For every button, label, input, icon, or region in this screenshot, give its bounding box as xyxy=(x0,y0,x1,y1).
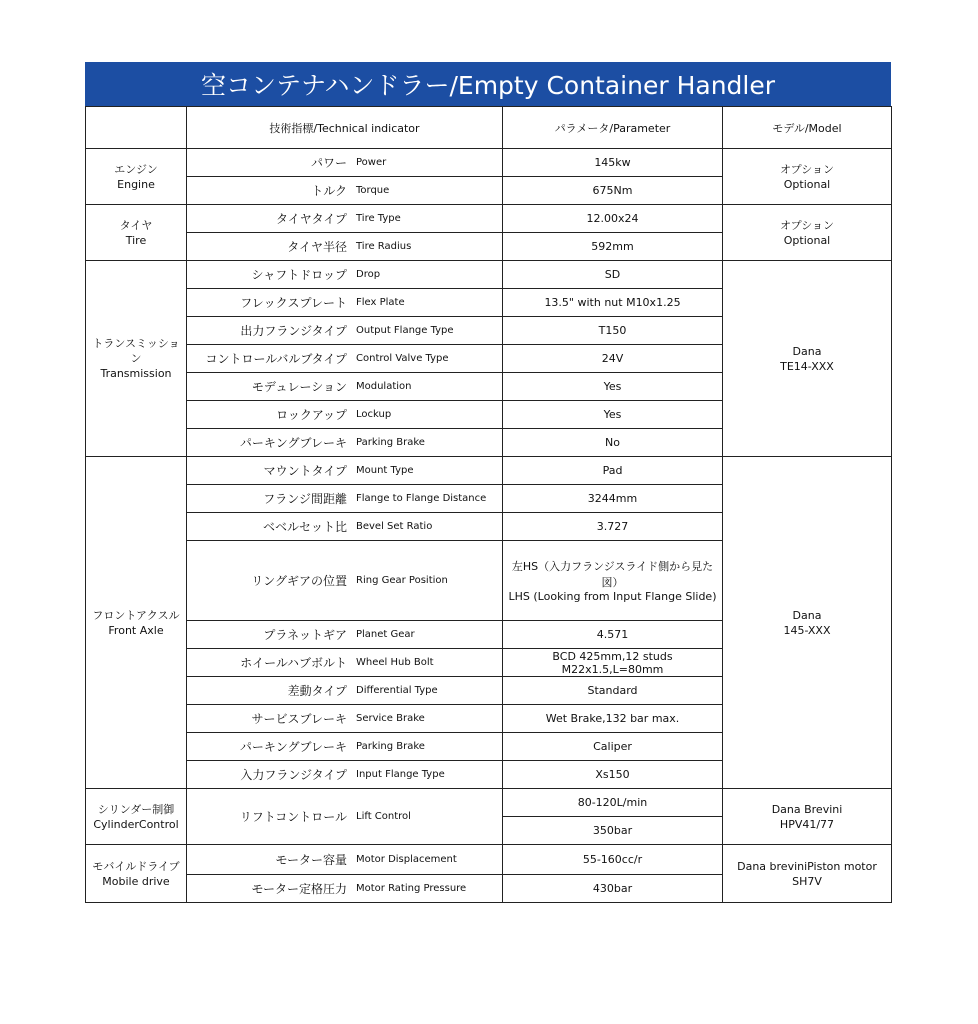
indicator-ja: パワー xyxy=(310,156,347,170)
model-line: TE14-XXX xyxy=(780,359,834,373)
parameter-cell xyxy=(503,541,723,621)
model-line: Dana Brevini xyxy=(771,802,843,816)
parameter-line: 145kw xyxy=(594,156,631,169)
indicator-en: Wheel Hub Bolt xyxy=(356,657,434,668)
model-cell xyxy=(723,789,892,845)
parameter-cell: 80-120L/min xyxy=(503,789,723,817)
parameter-cell xyxy=(503,205,723,233)
parameter-cell xyxy=(503,401,723,429)
indicator-en: Differential Type xyxy=(356,685,438,696)
indicator-ja: ベベルセット比 xyxy=(262,520,347,534)
indicator-wrap xyxy=(193,851,496,868)
indicator-wrap xyxy=(193,880,496,897)
indicator-ja: ホイールハブボルト xyxy=(240,656,347,670)
category-cell xyxy=(86,205,187,261)
indicator-cell xyxy=(187,457,503,485)
parameter-line: Yes xyxy=(603,380,622,393)
parameter-line: 12.00x24 xyxy=(586,212,639,225)
parameter-cell xyxy=(503,875,723,903)
header-model: モデル/Model xyxy=(723,107,892,149)
indicator-wrap xyxy=(193,434,496,451)
parameter-cell xyxy=(503,261,723,289)
model-cell xyxy=(723,205,892,261)
indicator-wrap xyxy=(193,406,496,423)
parameter-cell xyxy=(503,677,723,705)
indicator-ja: タイヤ半径 xyxy=(287,240,347,254)
indicator-cell xyxy=(187,845,503,875)
category-ja: タイヤ xyxy=(119,218,153,232)
table-row xyxy=(86,205,892,233)
model-line: オプション xyxy=(779,218,834,232)
header-indicator: 技術指標/Technical indicator xyxy=(187,107,503,149)
indicator-wrap xyxy=(193,518,496,535)
parameter-cell: 350bar xyxy=(503,817,723,845)
indicator-ja: モーター定格圧力 xyxy=(251,882,347,896)
category-ja: フロントアクスル xyxy=(92,608,180,622)
indicator-wrap xyxy=(193,572,496,589)
model-line: 145-XXX xyxy=(783,623,831,637)
indicator-cell xyxy=(187,373,503,401)
indicator-wrap xyxy=(193,462,496,479)
parameter-line: 24V xyxy=(601,352,624,365)
model-line: Optional xyxy=(783,177,831,191)
indicator-en: Torque xyxy=(356,185,390,196)
parameter-cell xyxy=(503,289,723,317)
indicator-en: Motor Displacement xyxy=(356,854,457,865)
indicator-ja: コントロールバルブタイプ xyxy=(205,352,347,366)
model-cell xyxy=(723,845,892,903)
indicator-cell xyxy=(187,761,503,789)
indicator-en: Power xyxy=(356,157,387,168)
indicator-ja: フレックスプレート xyxy=(240,296,347,310)
indicator-wrap xyxy=(193,154,496,171)
indicator-cell xyxy=(187,261,503,289)
model-cell xyxy=(723,149,892,205)
parameter-cell xyxy=(503,345,723,373)
model-line: Dana breviniPiston motor SH7V xyxy=(737,859,877,888)
indicator-ja: サービスブレーキ xyxy=(251,712,347,726)
indicator-en: Tire Type xyxy=(356,213,401,224)
indicator-cell xyxy=(187,429,503,457)
indicator-wrap xyxy=(193,682,496,699)
indicator-wrap xyxy=(193,710,496,727)
category-en: Tire xyxy=(125,233,147,247)
parameter-line: Caliper xyxy=(593,740,632,753)
indicator-wrap xyxy=(193,766,496,783)
parameter-cell xyxy=(503,845,723,875)
indicator-en: Lockup xyxy=(356,409,392,420)
indicator-cell xyxy=(187,485,503,513)
parameter-line: 左HS（入力フランジスライド側から見た図） xyxy=(511,560,714,589)
indicator-en: Service Brake xyxy=(356,713,425,724)
indicator-cell xyxy=(187,289,503,317)
indicator-wrap xyxy=(193,808,496,825)
indicator-en: Parking Brake xyxy=(356,741,425,752)
indicator-wrap xyxy=(193,378,496,395)
indicator-wrap xyxy=(193,490,496,507)
indicator-cell xyxy=(187,789,503,845)
indicator-wrap xyxy=(193,210,496,227)
indicator-ja: 出力フランジタイプ xyxy=(240,324,347,338)
parameter-cell xyxy=(503,733,723,761)
category-en: CylinderControl xyxy=(93,817,179,831)
indicator-ja: リングギアの位置 xyxy=(251,574,347,588)
indicator-ja: タイヤタイプ xyxy=(275,212,347,226)
document-title: 空コンテナハンドラー/Empty Container Handler xyxy=(85,62,891,106)
parameter-cell xyxy=(503,705,723,733)
indicator-wrap xyxy=(193,626,496,643)
table-row xyxy=(86,149,892,177)
indicator-wrap xyxy=(193,294,496,311)
indicator-ja: パーキングブレーキ xyxy=(239,740,347,754)
spec-table xyxy=(85,106,892,903)
indicator-ja: モーター容量 xyxy=(275,853,347,867)
indicator-cell xyxy=(187,345,503,373)
model-line: Optional xyxy=(783,233,831,247)
parameter-cell xyxy=(503,317,723,345)
indicator-en: Tire Radius xyxy=(356,241,412,252)
indicator-cell xyxy=(187,177,503,205)
parameter-line: No xyxy=(605,436,620,449)
category-cell xyxy=(86,457,187,789)
indicator-en: Modulation xyxy=(356,381,412,392)
parameter-line: Yes xyxy=(603,408,622,421)
model-cell xyxy=(723,457,892,789)
category-ja: トランスミッション xyxy=(92,337,180,365)
parameter-cell xyxy=(503,373,723,401)
category-en: Front Axle xyxy=(108,623,164,637)
model-line: Dana xyxy=(792,344,822,358)
parameter-line: Xs150 xyxy=(595,768,630,781)
parameter-line: 430bar xyxy=(592,882,633,895)
indicator-wrap xyxy=(193,238,496,255)
category-cell xyxy=(86,845,187,903)
parameter-line: 3244mm xyxy=(587,492,638,505)
parameter-cell xyxy=(503,457,723,485)
indicator-en: Input Flange Type xyxy=(356,769,445,780)
indicator-en: Mount Type xyxy=(356,465,414,476)
parameter-cell xyxy=(503,761,723,789)
indicator-cell xyxy=(187,149,503,177)
indicator-en: Lift Control xyxy=(356,811,411,822)
indicator-ja: マウントタイプ xyxy=(263,464,347,478)
table-row xyxy=(86,845,892,875)
parameter-line: BCD 425mm,12 studs M22x1.5,L=80mm xyxy=(552,649,673,676)
indicator-cell xyxy=(187,205,503,233)
indicator-wrap xyxy=(193,322,496,339)
parameter-line: 13.5" with nut M10x1.25 xyxy=(544,296,681,309)
parameter-cell xyxy=(503,429,723,457)
indicator-ja: フランジ間距離 xyxy=(263,492,347,506)
category-cell xyxy=(86,149,187,205)
indicator-ja: トルク xyxy=(311,184,347,198)
indicator-ja: 差動タイプ xyxy=(287,684,347,698)
category-ja: シリンダー制御 xyxy=(97,802,175,816)
indicator-ja: ロックアップ xyxy=(276,408,347,422)
indicator-ja: モデュレーション xyxy=(251,380,347,394)
header-row xyxy=(86,107,892,149)
parameter-line: 3.727 xyxy=(596,520,629,533)
category-en: Engine xyxy=(117,177,155,191)
header-category xyxy=(86,107,187,149)
indicator-cell xyxy=(187,541,503,621)
parameter-line: 4.571 xyxy=(596,628,629,641)
indicator-ja: 入力フランジタイプ xyxy=(240,768,347,782)
parameter-line: 675Nm xyxy=(592,184,633,197)
indicator-cell xyxy=(187,317,503,345)
parameter-cell xyxy=(503,149,723,177)
indicator-en: Drop xyxy=(356,269,381,280)
indicator-wrap xyxy=(193,266,496,283)
indicator-en: Motor Rating Pressure xyxy=(356,883,467,894)
indicator-cell xyxy=(187,401,503,429)
indicator-cell xyxy=(187,875,503,903)
model-cell xyxy=(723,261,892,457)
parameter-cell xyxy=(503,513,723,541)
parameter-line: 55-160cc/r xyxy=(582,853,643,866)
indicator-en: Output Flange Type xyxy=(356,325,454,336)
indicator-en: Parking Brake xyxy=(356,437,425,448)
indicator-en: Ring Gear Position xyxy=(356,575,448,586)
parameter-line: T150 xyxy=(598,324,627,337)
parameter-line: SD xyxy=(604,268,621,281)
header-parameter: パラメータ/Parameter xyxy=(503,107,723,149)
indicator-en: Flange to Flange Distance xyxy=(356,493,487,504)
model-line: オプション xyxy=(779,162,834,176)
parameter-cell xyxy=(503,233,723,261)
indicator-en: Bevel Set Ratio xyxy=(356,521,433,532)
indicator-cell xyxy=(187,733,503,761)
parameter-cell xyxy=(503,177,723,205)
parameter-line: Wet Brake,132 bar max. xyxy=(545,712,680,725)
category-cell xyxy=(86,261,187,457)
indicator-cell xyxy=(187,705,503,733)
category-ja: エンジン xyxy=(114,162,158,176)
indicator-cell xyxy=(187,621,503,649)
spec-sheet xyxy=(85,62,891,903)
table-row xyxy=(86,789,892,817)
indicator-wrap xyxy=(193,350,496,367)
indicator-ja: プラネットギア xyxy=(263,628,347,642)
category-cell xyxy=(86,789,187,845)
indicator-wrap xyxy=(193,654,496,671)
indicator-ja: シャフトドロップ xyxy=(251,268,347,282)
category-ja: モバイルドライブ xyxy=(92,859,180,873)
indicator-ja: パーキングブレーキ xyxy=(239,436,347,450)
parameter-line: LHS (Looking from Input Flange Slide) xyxy=(508,590,717,603)
indicator-wrap xyxy=(193,182,496,199)
indicator-en: Flex Plate xyxy=(356,297,405,308)
indicator-en: Control Valve Type xyxy=(356,353,449,364)
parameter-cell xyxy=(503,485,723,513)
category-en: Mobile drive xyxy=(102,874,170,888)
indicator-cell xyxy=(187,677,503,705)
indicator-cell xyxy=(187,233,503,261)
parameter-line: Standard xyxy=(587,684,638,697)
table-row xyxy=(86,457,892,485)
model-line: HPV41/77 xyxy=(779,817,835,831)
indicator-cell xyxy=(187,513,503,541)
indicator-ja: リフトコントロール xyxy=(239,810,347,824)
indicator-cell xyxy=(187,649,503,677)
parameter-line: Pad xyxy=(602,464,623,477)
indicator-en: Planet Gear xyxy=(356,629,415,640)
parameter-cell xyxy=(503,649,723,677)
table-row xyxy=(86,261,892,289)
category-en: Transmission xyxy=(100,367,172,380)
parameter-cell xyxy=(503,621,723,649)
model-line: Dana xyxy=(792,608,822,622)
parameter-line: 592mm xyxy=(591,240,634,253)
indicator-wrap xyxy=(193,738,496,755)
